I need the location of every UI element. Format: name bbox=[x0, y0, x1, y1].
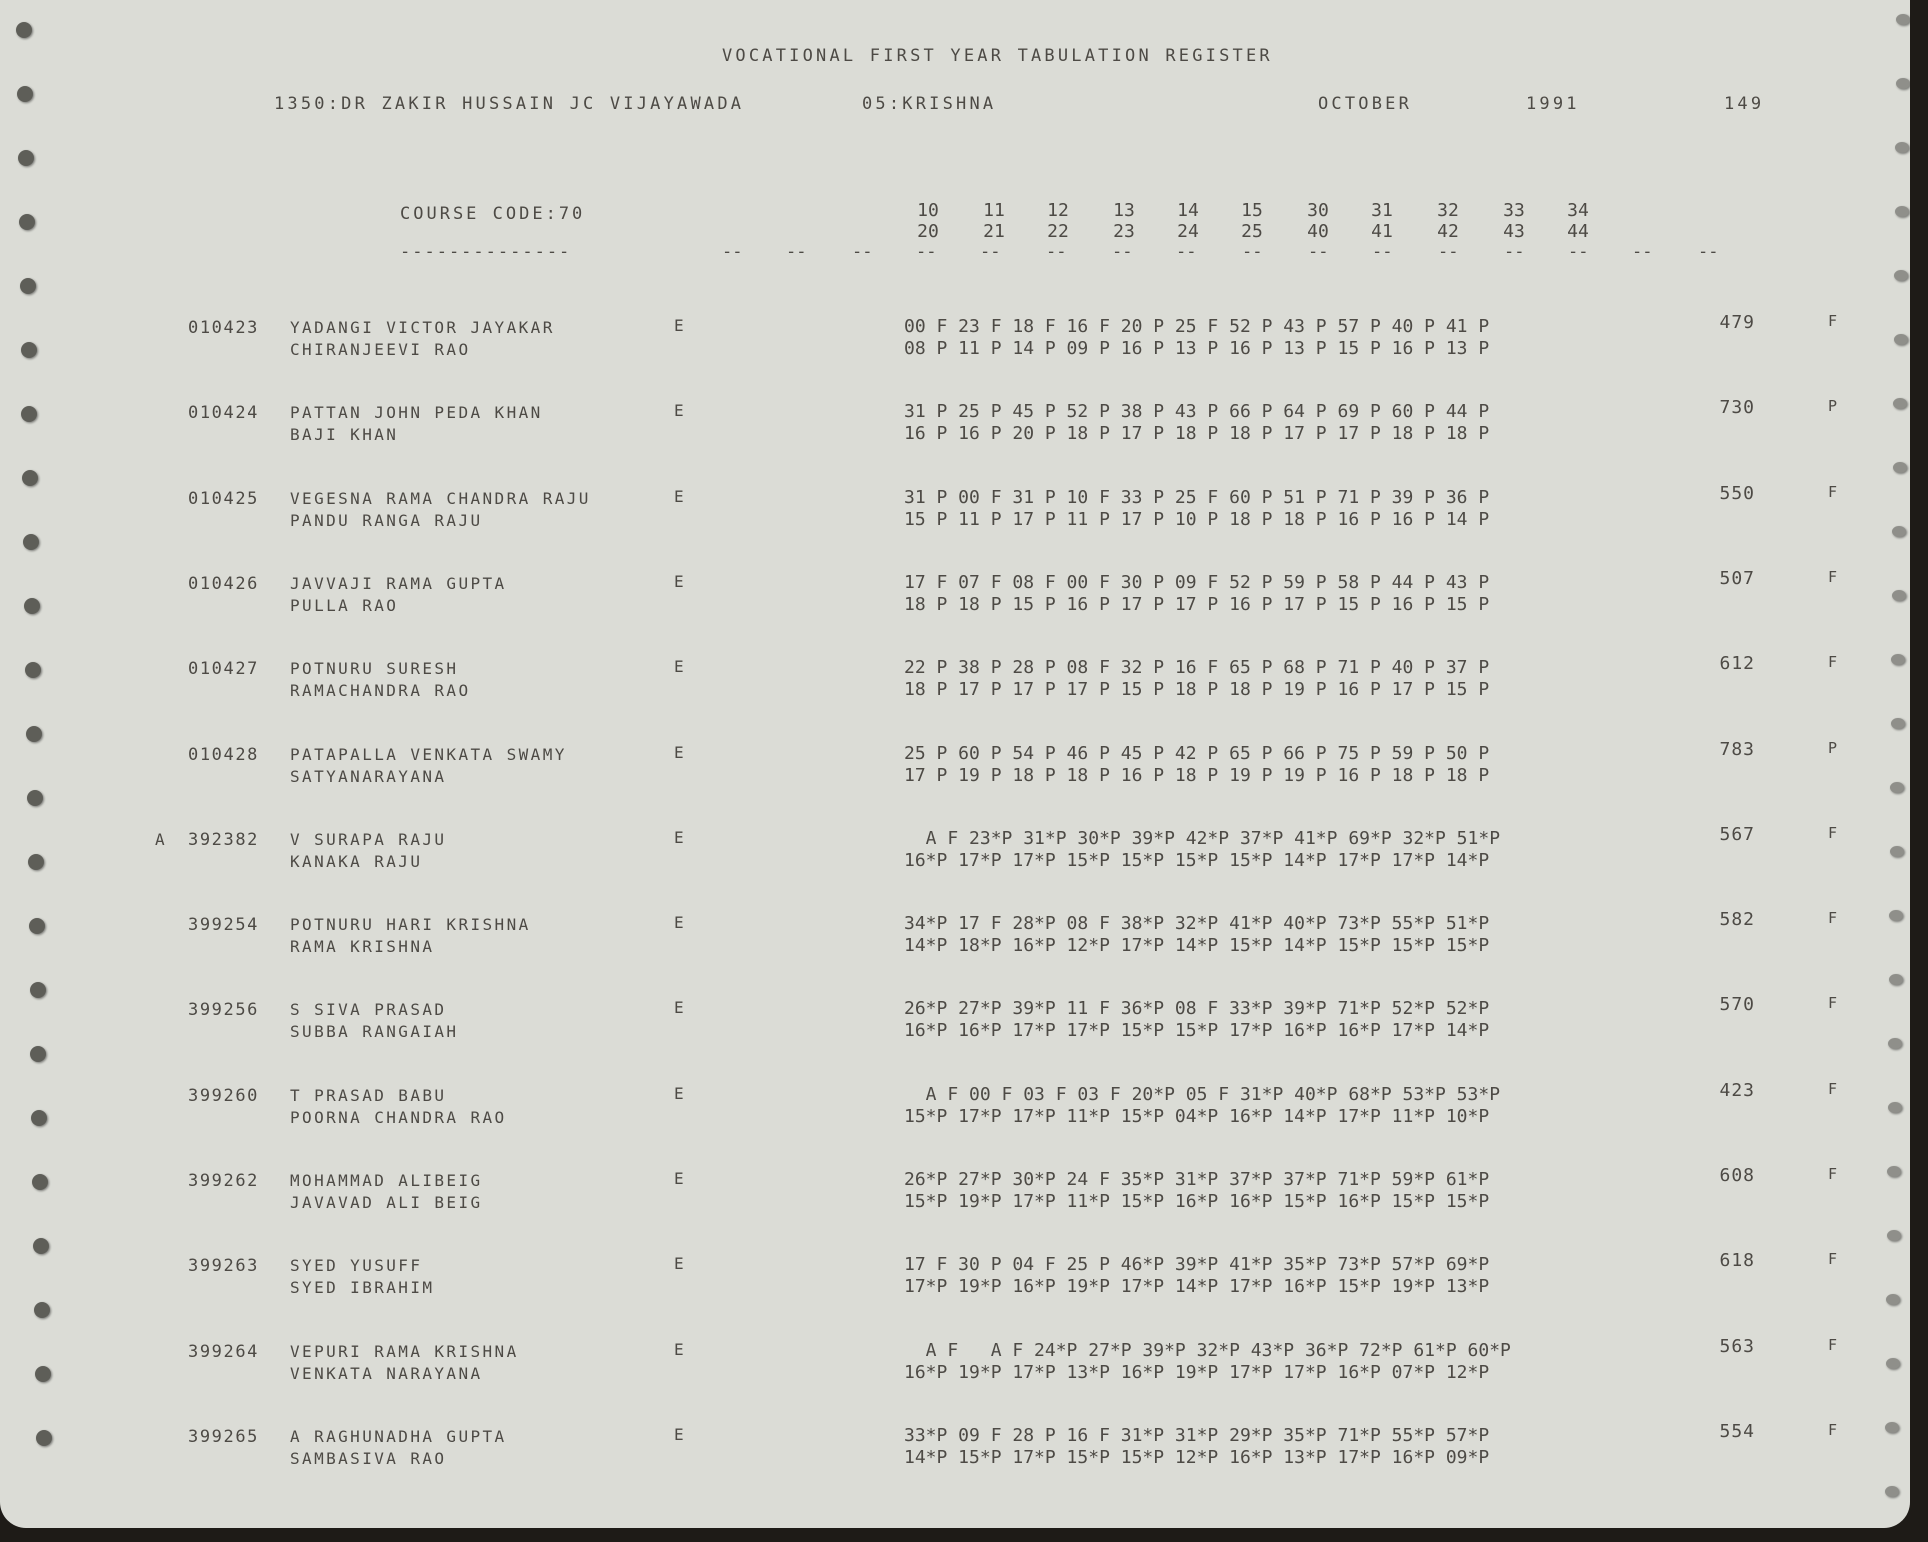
subject-code: 34 bbox=[1567, 200, 1589, 221]
column-dash: -- bbox=[1698, 242, 1719, 262]
marks-line-1: 26*P 27*P 30*P 24 F 35*P 31*P 37*P 37*P 71*P 59*P 61*P bbox=[904, 1169, 1490, 1190]
result: F bbox=[1828, 482, 1840, 501]
tractor-hole bbox=[1889, 974, 1903, 985]
tractor-hole bbox=[20, 278, 36, 294]
student-name: POTNURU HARI KRISHNA bbox=[290, 915, 531, 935]
roll-number: 399265 bbox=[188, 1426, 260, 1447]
subject-code: 42 bbox=[1437, 221, 1459, 242]
student-name: JAVVAJI RAMA GUPTA bbox=[290, 573, 507, 593]
table-row bbox=[0, 653, 1910, 713]
tractor-hole bbox=[1887, 1230, 1901, 1241]
subject-code: 24 bbox=[1177, 221, 1199, 242]
marks-line-1: A F 00 F 03 F 03 F 20*P 05 F 31*P 40*P 68*P 53*P 53*P bbox=[904, 1083, 1501, 1105]
total-marks: 570 bbox=[1719, 994, 1755, 1016]
roll-number: 399260 bbox=[188, 1085, 260, 1106]
column-dash: -- bbox=[1176, 242, 1197, 262]
marks-line-1: 26*P 27*P 39*P 11 F 36*P 08 F 33*P 39*P 71*P 52*P 52*P bbox=[904, 998, 1490, 1020]
tractor-hole bbox=[19, 214, 35, 230]
marks-line-2: 15*P 19*P 17*P 11*P 15*P 16*P 16*P 15*P 16*P 15*P 15*P bbox=[904, 1191, 1490, 1212]
column-dash: -- bbox=[916, 242, 937, 262]
result: F bbox=[1828, 1250, 1840, 1269]
subject-code: 41 bbox=[1371, 221, 1393, 242]
parent-name: SAMBASIVA RAO bbox=[290, 1448, 447, 1468]
column-dash: -- bbox=[786, 242, 807, 262]
marks-line-1: 31 P 25 P 45 P 52 P 38 P 43 P 66 P 64 P 69 P 60 P 44 P bbox=[904, 401, 1490, 423]
tractor-hole bbox=[16, 22, 32, 38]
parent-name: SYED IBRAHIM bbox=[290, 1278, 435, 1298]
parent-name: BAJI KHAN bbox=[290, 425, 399, 445]
roll-number: 010428 bbox=[188, 744, 260, 765]
result: F bbox=[1828, 909, 1840, 928]
result: F bbox=[1828, 1335, 1840, 1354]
column-dash: -- bbox=[852, 242, 873, 262]
marks-line-1: 25 P 60 P 54 P 46 P 45 P 42 P 65 P 66 P 75 P 59 P 50 P bbox=[904, 742, 1490, 764]
course-code-underline: -------------- bbox=[400, 242, 572, 262]
roll-number: 392382 bbox=[188, 829, 260, 850]
tractor-hole bbox=[1885, 1486, 1899, 1497]
roll-number: 399256 bbox=[188, 1000, 260, 1021]
marks-line-2: 16 P 16 P 20 P 18 P 17 P 18 P 18 P 17 P 17 P 18 P 18 P bbox=[904, 423, 1490, 445]
subject-code: 32 bbox=[1437, 200, 1459, 221]
subject-code: 25 bbox=[1241, 221, 1263, 242]
total-marks: 608 bbox=[1719, 1165, 1755, 1186]
result: F bbox=[1828, 567, 1840, 586]
table-row bbox=[0, 909, 1910, 969]
medium: E bbox=[674, 1254, 687, 1274]
table-row bbox=[0, 1165, 1910, 1225]
page-number: 149 bbox=[1724, 94, 1765, 114]
marks-line-2: 15 P 11 P 17 P 11 P 17 P 10 P 18 P 18 P 16 P 16 P 14 P bbox=[904, 508, 1490, 530]
medium: E bbox=[674, 571, 687, 591]
student-name: PATAPALLA VENKATA SWAMY bbox=[290, 744, 567, 764]
medium: E bbox=[674, 657, 687, 677]
marks-line-2: 16*P 16*P 17*P 17*P 15*P 15*P 17*P 16*P 16*P 17*P 14*P bbox=[904, 1020, 1490, 1042]
total-marks: 479 bbox=[1719, 312, 1755, 333]
parent-name: PULLA RAO bbox=[290, 595, 399, 615]
marks-line-1: 22 P 38 P 28 P 08 F 32 P 16 F 65 P 68 P 71 P 40 P 37 P bbox=[904, 657, 1490, 679]
tractor-hole bbox=[1896, 78, 1910, 89]
column-dash: -- bbox=[1632, 242, 1653, 262]
total-marks: 550 bbox=[1719, 482, 1755, 504]
parent-name: POORNA CHANDRA RAO bbox=[290, 1107, 507, 1127]
marks-line-2: 16*P 17*P 17*P 15*P 15*P 15*P 15*P 14*P 17*P 17*P 14*P bbox=[904, 849, 1490, 871]
column-dash: -- bbox=[1112, 242, 1133, 262]
result: F bbox=[1828, 1165, 1840, 1183]
roll-number: 399263 bbox=[188, 1256, 260, 1277]
student-name: T PRASAD BABU bbox=[290, 1085, 447, 1105]
result: P bbox=[1828, 738, 1840, 757]
result: F bbox=[1828, 994, 1840, 1013]
medium: E bbox=[674, 913, 687, 933]
medium: E bbox=[674, 316, 687, 335]
subject-code: 40 bbox=[1307, 221, 1329, 242]
table-row bbox=[0, 1080, 1910, 1140]
total-marks: 618 bbox=[1719, 1250, 1755, 1272]
marks-line-1: A F A F 24*P 27*P 39*P 32*P 43*P 36*P 72*P 61*P 60*P bbox=[904, 1339, 1511, 1361]
medium: E bbox=[674, 1083, 687, 1103]
subject-code: 11 bbox=[983, 200, 1005, 221]
table-row bbox=[0, 397, 1910, 457]
table-row bbox=[0, 312, 1910, 372]
medium: E bbox=[674, 827, 687, 847]
roll-number: 010423 bbox=[188, 318, 260, 338]
subject-code: 22 bbox=[1047, 221, 1069, 242]
total-marks: 612 bbox=[1719, 653, 1755, 675]
marks-line-2: 18 P 17 P 17 P 17 P 15 P 18 P 18 P 19 P 16 P 17 P 15 P bbox=[904, 679, 1490, 701]
subject-code: 10 bbox=[917, 200, 939, 221]
total-marks: 730 bbox=[1719, 397, 1755, 419]
medium: E bbox=[674, 742, 687, 762]
subject-code: 15 bbox=[1241, 200, 1263, 221]
exam-month: OCTOBER bbox=[1318, 94, 1413, 114]
tractor-hole bbox=[1894, 270, 1908, 281]
student-name: PATTAN JOHN PEDA KHAN bbox=[290, 403, 543, 423]
roll-number: 010424 bbox=[188, 403, 260, 424]
marks-line-1: 17 F 30 P 04 F 25 P 46*P 39*P 41*P 35*P 73*P 57*P 69*P bbox=[904, 1254, 1490, 1276]
subject-code: 20 bbox=[917, 221, 939, 242]
tractor-hole bbox=[1893, 462, 1907, 473]
marks-line-2: 18 P 18 P 15 P 16 P 17 P 17 P 16 P 17 P 15 P 16 P 15 P bbox=[904, 593, 1490, 615]
marks-line-2: 17 P 19 P 18 P 18 P 16 P 18 P 19 P 19 P 16 P 18 P 18 P bbox=[904, 764, 1490, 786]
table-row bbox=[0, 1336, 1910, 1396]
student-name: POTNURU SURESH bbox=[290, 659, 459, 679]
subject-code: 33 bbox=[1503, 200, 1525, 221]
column-dash: -- bbox=[1568, 242, 1589, 262]
student-name: A RAGHUNADHA GUPTA bbox=[290, 1426, 507, 1446]
marks-line-1: 00 F 23 F 18 F 16 F 20 P 25 F 52 P 43 P 57 P 40 P 41 P bbox=[904, 316, 1490, 337]
tractor-hole bbox=[17, 86, 33, 102]
total-marks: 582 bbox=[1719, 909, 1755, 931]
parent-name: KANAKA RAJU bbox=[290, 851, 423, 871]
medium: E bbox=[674, 1424, 687, 1444]
student-name: VEPURI RAMA KRISHNA bbox=[290, 1341, 519, 1361]
table-row bbox=[0, 483, 1910, 543]
result: F bbox=[1828, 823, 1840, 842]
register-title: VOCATIONAL FIRST YEAR TABULATION REGISTER bbox=[722, 46, 1273, 66]
marks-line-1: 17 F 07 F 08 F 00 F 30 P 09 F 52 P 59 P 58 P 44 P 43 P bbox=[904, 571, 1490, 593]
marks-line-2: 15*P 17*P 17*P 11*P 15*P 04*P 16*P 14*P 17*P 11*P 10*P bbox=[904, 1105, 1490, 1127]
subject-code: 23 bbox=[1113, 221, 1135, 242]
course-code: COURSE CODE:70 bbox=[400, 204, 586, 224]
table-row bbox=[0, 1250, 1910, 1310]
column-dash: -- bbox=[722, 242, 743, 262]
total-marks: 783 bbox=[1719, 738, 1755, 760]
subject-code: 31 bbox=[1371, 200, 1393, 221]
marks-line-2: 14*P 15*P 17*P 15*P 15*P 12*P 16*P 13*P 17*P 16*P 09*P bbox=[904, 1446, 1490, 1468]
result: F bbox=[1828, 312, 1840, 330]
college-name: 1350:DR ZAKIR HUSSAIN JC VIJAYAWADA bbox=[274, 94, 745, 114]
subject-code: 14 bbox=[1177, 200, 1199, 221]
medium: E bbox=[674, 401, 687, 421]
result: F bbox=[1828, 1420, 1840, 1439]
student-name: V SURAPA RAJU bbox=[290, 829, 447, 849]
student-name: MOHAMMAD ALIBEIG bbox=[290, 1171, 483, 1190]
result: F bbox=[1828, 1079, 1840, 1098]
subject-code: 43 bbox=[1503, 221, 1525, 242]
roll-number: 010427 bbox=[188, 659, 260, 680]
marks-line-1: A F 23*P 31*P 30*P 39*P 42*P 37*P 41*P 69*P 32*P 51*P bbox=[904, 827, 1501, 849]
marks-line-1: 31 P 00 F 31 P 10 F 33 P 25 F 60 P 51 P 71 P 39 P 36 P bbox=[904, 486, 1490, 508]
student-name: YADANGI VICTOR JAYAKAR bbox=[290, 318, 555, 337]
column-dash: -- bbox=[1372, 242, 1393, 262]
roll-number: 399264 bbox=[188, 1341, 260, 1362]
result: P bbox=[1828, 397, 1840, 416]
marks-line-2: 08 P 11 P 14 P 09 P 16 P 13 P 16 P 13 P 15 P 16 P 13 P bbox=[904, 338, 1490, 359]
column-dash: -- bbox=[1438, 242, 1459, 262]
total-marks: 507 bbox=[1719, 567, 1755, 589]
tractor-hole bbox=[1891, 718, 1905, 729]
marks-line-2: 16*P 19*P 17*P 13*P 16*P 19*P 17*P 17*P 16*P 07*P 12*P bbox=[904, 1361, 1490, 1383]
subject-code: 30 bbox=[1307, 200, 1329, 221]
table-row bbox=[0, 1421, 1910, 1481]
column-dash: -- bbox=[1242, 242, 1263, 262]
tractor-hole bbox=[1896, 14, 1910, 25]
total-marks: 423 bbox=[1719, 1079, 1755, 1101]
medium: E bbox=[674, 1339, 687, 1359]
district-name: 05:KRISHNA bbox=[862, 94, 997, 114]
subject-code: 13 bbox=[1113, 200, 1135, 221]
student-name: VEGESNA RAMA CHANDRA RAJU bbox=[290, 488, 591, 508]
roll-number: 010425 bbox=[188, 488, 260, 509]
subject-code: 21 bbox=[983, 221, 1005, 242]
medium: E bbox=[674, 998, 687, 1018]
column-dash: -- bbox=[1046, 242, 1067, 262]
total-marks: 554 bbox=[1719, 1420, 1755, 1442]
table-row bbox=[0, 739, 1910, 799]
parent-name: CHIRANJEEVI RAO bbox=[290, 340, 471, 359]
column-dash: -- bbox=[1504, 242, 1525, 262]
table-row bbox=[0, 824, 1910, 884]
column-dash: -- bbox=[1308, 242, 1329, 262]
parent-name: RAMACHANDRA RAO bbox=[290, 681, 471, 701]
row-flag: A bbox=[155, 829, 168, 849]
exam-year: 1991 bbox=[1526, 94, 1580, 114]
parent-name: RAMA KRISHNA bbox=[290, 937, 435, 957]
medium: E bbox=[674, 486, 687, 506]
student-name: S SIVA PRASAD bbox=[290, 1000, 447, 1020]
tractor-hole bbox=[1895, 206, 1909, 217]
roll-number: 010426 bbox=[188, 573, 260, 594]
parent-name: SATYANARAYANA bbox=[290, 766, 447, 786]
result: F bbox=[1828, 653, 1840, 672]
marks-line-2: 14*P 18*P 16*P 12*P 17*P 14*P 15*P 14*P 15*P 15*P 15*P bbox=[904, 935, 1490, 957]
column-dash: -- bbox=[980, 242, 1001, 262]
medium: E bbox=[674, 1169, 687, 1188]
tractor-hole bbox=[18, 150, 34, 166]
marks-line-2: 17*P 19*P 16*P 19*P 17*P 14*P 17*P 16*P 15*P 19*P 13*P bbox=[904, 1276, 1490, 1298]
parent-name: PANDU RANGA RAJU bbox=[290, 510, 483, 530]
subject-code: 12 bbox=[1047, 200, 1069, 221]
parent-name: JAVAVAD ALI BEIG bbox=[290, 1193, 483, 1212]
roll-number: 399262 bbox=[188, 1171, 260, 1191]
total-marks: 563 bbox=[1719, 1335, 1755, 1357]
subject-code: 44 bbox=[1567, 221, 1589, 242]
table-row bbox=[0, 568, 1910, 628]
tractor-hole bbox=[1895, 142, 1909, 153]
marks-line-1: 33*P 09 F 28 P 16 F 31*P 31*P 29*P 35*P 71*P 55*P 57*P bbox=[904, 1424, 1490, 1446]
parent-name: VENKATA NARAYANA bbox=[290, 1363, 483, 1383]
table-row bbox=[0, 994, 1910, 1054]
parent-name: SUBBA RANGAIAH bbox=[290, 1022, 459, 1042]
roll-number: 399254 bbox=[188, 915, 260, 936]
student-name: SYED YUSUFF bbox=[290, 1256, 423, 1276]
total-marks: 567 bbox=[1719, 823, 1755, 845]
marks-line-1: 34*P 17 F 28*P 08 F 38*P 32*P 41*P 40*P 73*P 55*P 51*P bbox=[904, 913, 1490, 935]
